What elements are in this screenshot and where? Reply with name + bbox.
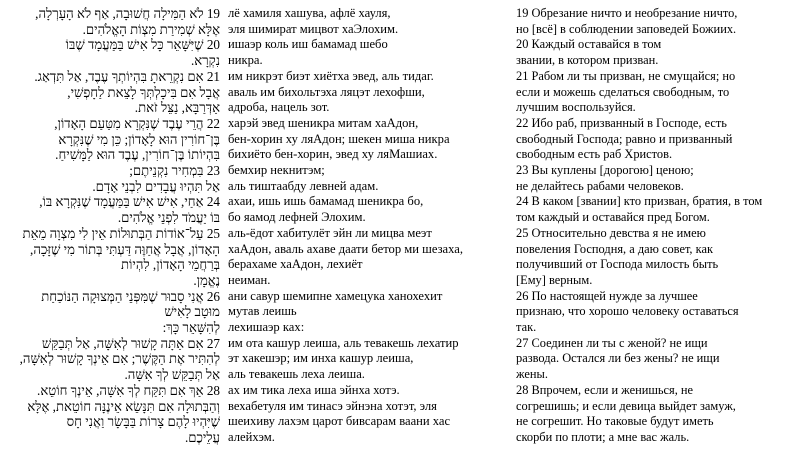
translit-line: ахаи, ишь ишь бамамад шеникра бо,	[228, 194, 424, 209]
russian-line: [Ему] верным.	[516, 272, 593, 287]
translit-line: им ота кашур леиша, аль тевакешь лехатир	[228, 335, 459, 350]
russian-line: согрешишь; и если девица выйдет замуж,	[516, 398, 736, 413]
russian-line: 25 Относительно девства я не имею	[516, 225, 706, 240]
russian-line: скорби по плоти; а мне вас жаль.	[516, 429, 690, 444]
translit-line: бен-хорин ху ляАдон; шекен миша никра	[228, 131, 450, 146]
hebrew-line: 25 עַל־אוֹדוֹת הַבְּתוּלוֹת אֵין לִי מִצְוָה מֵאֵת	[22, 225, 220, 241]
translit-line: берахаме хаАдон, лехиёт	[228, 257, 363, 272]
translit-line: эт хакешэр; им инха кашур леиша,	[228, 351, 414, 366]
russian-line: 28 Впрочем, если и женишься, не	[516, 382, 694, 397]
hebrew-line: 21 אִם נִקְרֵאתָ בִּהְיוֹתְךָ עֶבֶד, אַל תִּדְאַג.	[34, 68, 220, 84]
translit-line: аль тевакешь леха леиша.	[228, 367, 365, 382]
hebrew-line: עֲלֵיכֶם.	[184, 429, 220, 445]
hebrew-line: לְהִתִּיר אֶת הַקֶּשֶׁר; אִם אֵינְךָ קָשׁוּר לְאִשָּׁה,	[19, 351, 220, 367]
russian-line: 27 Соединен ли ты с женой? не ищи	[516, 335, 708, 350]
hebrew-line: אַל תִּהְיוּ עֲבָדִים לִבְנֵי אָדָם.	[92, 178, 220, 194]
translit-line: мутав леишь	[228, 304, 297, 319]
translit-line: эля шимират мицвот хаЭлохим.	[228, 21, 399, 36]
translit-line: ани савур шемипне хамецука ханохехит	[228, 288, 443, 303]
translit-line: бо яамод лефней Элохим.	[228, 210, 366, 225]
hebrew-line: 19 לֹא הַמִּילָה חֲשׁוּבָה, אַף לֹא הָעָרְלָה,	[35, 6, 220, 21]
hebrew-line: לְהִשָּׁאֵר כָּךְ:	[162, 320, 220, 336]
hebrew-line: אַל תְּבַקֵּשׁ לְךָ אִשָּׁה.	[124, 367, 220, 383]
hebrew-line: 24 אַחַי, אִישׁ אִישׁ בַּמַּעֲמָד שֶׁנִּקְרָא בּוֹ,	[39, 194, 220, 210]
hebrew-line: אַדְּרַבָּא, נַצֵּל זֹאת.	[134, 100, 220, 116]
hebrew-line: אֶלָּא שְׁמִירַת מִצְוֹת הָאֱלֹהִים.	[82, 21, 220, 37]
hebrew-line: וְהַבְּתוּלָה אִם תִּנָּשֵׂא אֵינֶנָּה חוֹטֵאת, אֶלָּא	[27, 398, 220, 414]
hebrew-line: נֶאֱמָן.	[193, 272, 220, 288]
hebrew-line: שֶׁיִּהְיוּ לָהֶם צָרוֹת בַּבָּשָׂר וַאֲנִי חָס	[66, 414, 220, 430]
translit-line: харэй эвед шеникра митам хаАдон,	[228, 115, 419, 130]
hebrew-line: 26 אֲנִי סָבוּר שֶׁמִּפְּנֵי הַמְּצוּקָה הַנּוֹכַחַת	[41, 288, 220, 304]
russian-line: 22 Ибо раб, призванный в Господе, есть	[516, 115, 727, 130]
russian-line: 23 Вы куплены [дорогою] ценою;	[516, 163, 694, 178]
hebrew-line: מוּטָב לָאִישׁ	[164, 304, 220, 320]
translit-line: никра.	[228, 53, 263, 68]
translit-line: бемхир некнитэм;	[228, 163, 325, 178]
russian-line: получивший от Господа милость быть	[516, 257, 719, 272]
translit-line: лехишаэр ках:	[228, 320, 305, 335]
hebrew-line: בְּרַחֲמֵי הָאָדוֹן, לִהְיוֹת	[120, 257, 220, 273]
hebrew-line: 23 בִּמְחִיר נִקְנֵיתֶם;	[129, 163, 220, 179]
translit-line: алейхэм.	[228, 429, 275, 444]
russian-line: признаю, что хорошо человеку оставаться	[516, 304, 739, 319]
hebrew-line: אֲבָל אִם בִּיכָלְתְּךָ לָצֵאת לַחָפְשִׁי,	[67, 84, 220, 100]
translit-line: лё хамиля хашува, афлё хауля,	[228, 6, 391, 20]
translit-line: ах им тика леха иша эйнха хотэ.	[228, 382, 400, 397]
russian-line: свободным есть раб Христов.	[516, 147, 673, 162]
translit-line: аль-ёдот хабитулёт эйн ли мицва меэт	[228, 225, 432, 240]
hebrew-line: 22 הֲרֵי עֶבֶד שֶׁנִּקְרָא מִטַּעַם הָאָדוֹן,	[54, 115, 220, 131]
russian-line: звании, в котором призван.	[516, 53, 659, 68]
russian-line: не согрешит. Но таковые будут иметь	[516, 414, 714, 429]
hebrew-line: הָאָדוֹן, אֲבָל אֲחַוֶּה דַּעְתִּי בְּתוֹר מִי שֶׁזָּכָה,	[30, 241, 220, 257]
russian-line: свободный Господа; равно и призванный	[516, 131, 733, 146]
russian-line: 20 Каждый оставайся в том	[516, 37, 662, 52]
translit-line: аваль им бихольтэха ляцэт лехофши,	[228, 84, 425, 99]
hebrew-line: 27 אִם אַתָּה קָשׁוּר לְאִשָּׁה, אַל תְּבַקֵּשׁ	[41, 335, 220, 351]
russian-column	[516, 6, 798, 472]
russian-line: лучшим воспользуйся.	[516, 100, 636, 115]
translit-line: неиман.	[228, 272, 271, 287]
russian-line: 26 По настоящей нужде за лучшее	[516, 288, 698, 303]
hebrew-line: בּוֹ יַעֲמֹד לִפְנֵי אֱלֹהִים.	[117, 210, 220, 226]
russian-line: так.	[516, 320, 537, 335]
russian-line: 19 Обрезание ничто и необрезание ничто,	[516, 6, 738, 20]
hebrew-column	[2, 6, 220, 472]
translit-line: аль тиштаабду левней адам.	[228, 178, 379, 193]
translit-line: шеихиву лахэм царот бивсарам ваани хас	[228, 414, 451, 429]
translit-line: вехабетуля им тинасэ эйнэна хотэт, эля	[228, 398, 437, 413]
translit-line: бихиёто бен-хорин, эвед ху ляМашиах.	[228, 147, 438, 162]
russian-line: 24 В каком [звании] кто призван, братия, в том	[516, 194, 763, 209]
russian-line: жены.	[516, 367, 548, 382]
russian-line: если и можешь сделаться свободным, то	[516, 84, 730, 99]
hebrew-line: 20 שֶׁיִּשָּׁאֵר כָּל אִישׁ בַּמַּעֲמָד שֶׁבּוֹ	[65, 37, 220, 53]
russian-line: не делайтесь рабами человеков.	[516, 178, 684, 193]
russian-line: том каждый и оставайся пред Богом.	[516, 210, 710, 225]
hebrew-line: 28 אַךְ אִם תִּקַּח לְךָ אִשָּׁה, אֵינְךָ חוֹטֵא.	[37, 382, 220, 398]
russian-line: но [всё] в соблюдении заповедей Божиих.	[516, 21, 737, 36]
translit-line: хаАдон, аваль ахаве даати бетор ми шезаха,	[228, 241, 464, 256]
russian-line: повеления Господня, а даю совет, как	[516, 241, 713, 256]
hebrew-line: בֶּן־חוֹרִין הוּא לָאָדוֹן; כֵּן מִי שֶׁנִּקְרָא	[58, 131, 220, 147]
translit-line: адроба, нацель зот.	[228, 100, 330, 115]
transliteration-column	[228, 6, 510, 472]
hebrew-line: נִקְרָא.	[190, 53, 220, 69]
translit-line: им никрэт биэт хиётха эвед, аль тидаг.	[228, 68, 434, 83]
hebrew-line: בִּהְיוֹתוֹ בֶּן־חוֹרִין, עֶבֶד הוּא לַמָּשִׁיחַ.	[55, 147, 220, 163]
russian-line: 21 Рабом ли ты призван, не смущайся; но	[516, 68, 736, 83]
russian-line: развода. Остался ли без жены? не ищи	[516, 351, 720, 366]
translit-line: ишаэр коль иш бамамад шебо	[228, 37, 388, 52]
